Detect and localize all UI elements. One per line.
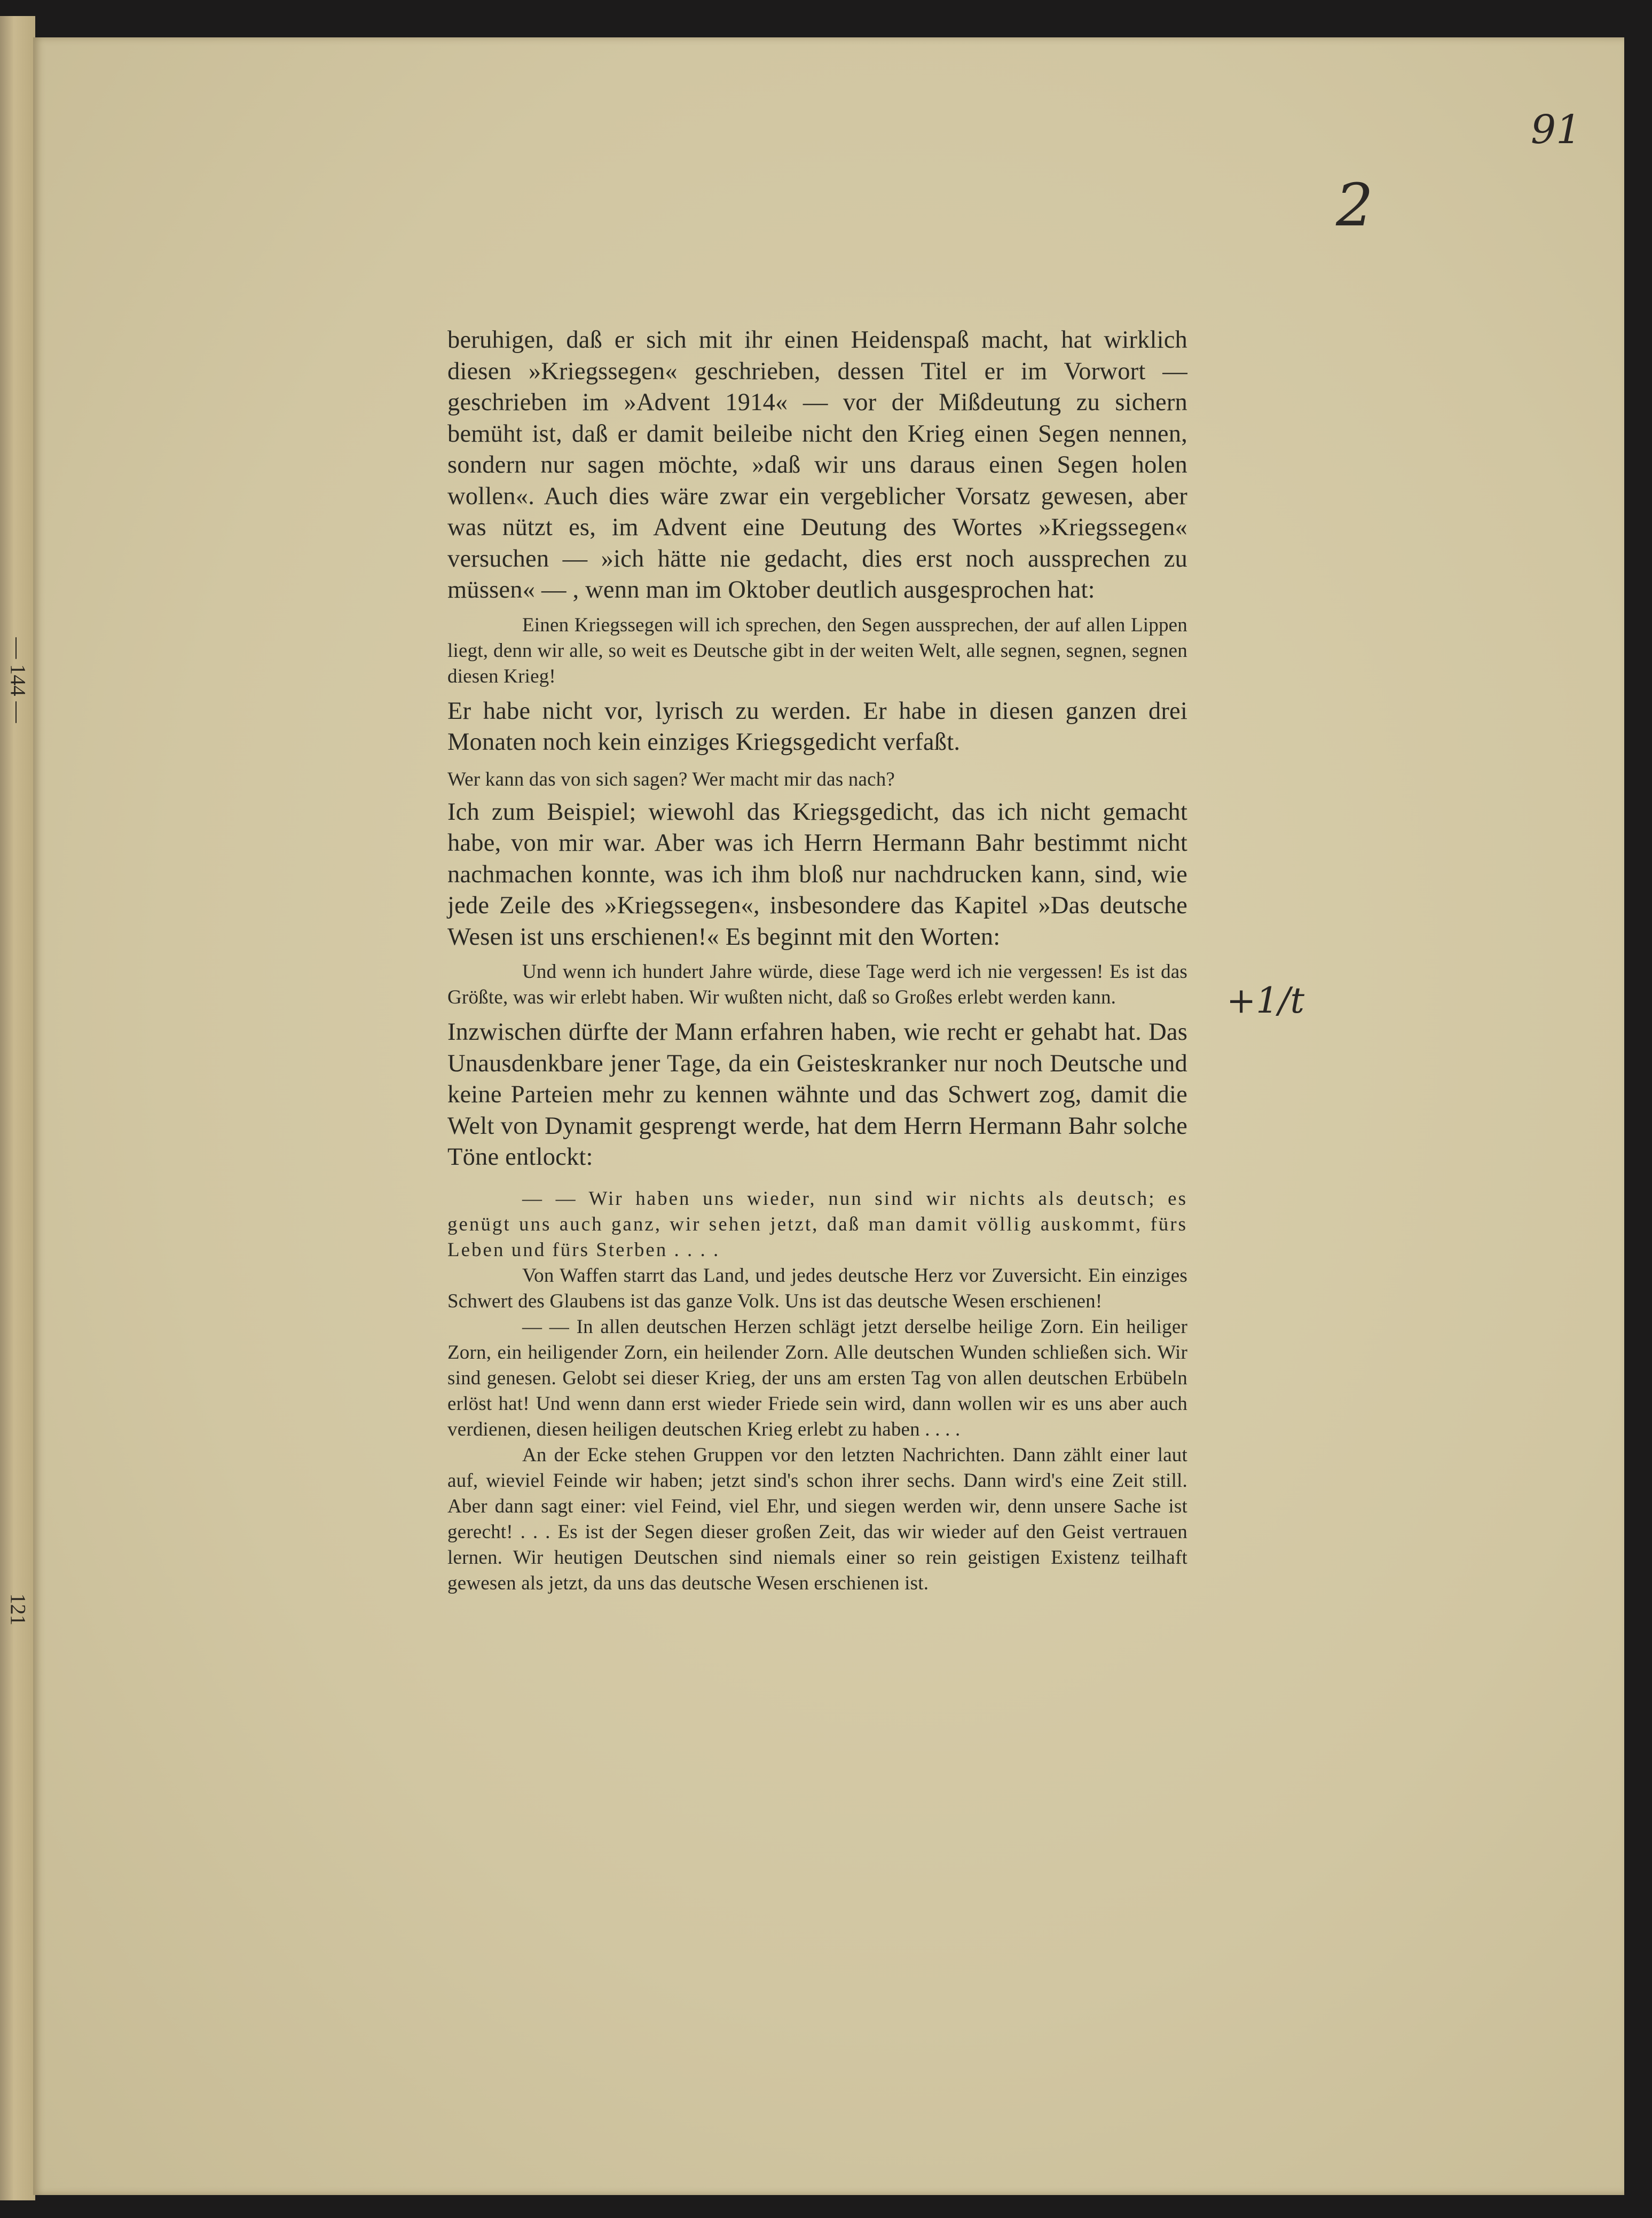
handwritten-mark: 2 [1336, 171, 1373, 239]
spine-page-number-bottom: 121 [6, 1593, 30, 1626]
paragraph-lyrisch: Er habe nicht vor, lyrisch zu werden. Er habe in diesen ganzen drei Monaten noch kein einziges Kriegsgedicht verfaßt. [447, 697, 1187, 756]
paragraph-inzwischen: Inzwischen dürfte der Mann erfahren haben, wie recht er gehabt hat. Das Unausdenkbare jener Tage, da ein Geisteskranker nur noch Deutsche und keine Parteien mehr zu kennen wähnte und das Schwert zog, damit die Welt von Dynamit gesprengt werde, hat dem Herrn Hermann Bahr solche Töne entlockt: [447, 1018, 1187, 1171]
quote-ecke: An der Ecke stehen Gruppen vor den letzten Nachrichten. Dann zählt einer laut auf, wieviel Feinde wir haben; jetzt sind's schon ihrer sechs. Dann wird's eine Zeit still. Aber dann sagt einer: viel Feind, viel Ehr, und siegen werden wir, denn unsere Sache ist gerecht! . . . Es ist der Segen dieser großen Zeit, das wir wieder auf den Geist vertrauen lernen. Wir heutigen Deutschen sind niemals einer so rein geistigen Existenz teilhaft gewesen als jetzt, da uns das deutsche Wesen erschienen ist. [447, 1444, 1187, 1594]
quote-kriegssegen: Einen Kriegssegen will ich sprechen, den Segen aussprechen, der auf allen Lippen liegt, denn wir alle, so weit es Deutsche gibt in der weiten Welt, alle segnen, segnen, segnen diesen Krieg! [447, 614, 1187, 687]
spine-page-number-top: — 144 — [6, 637, 30, 723]
quote-deutsch: — — Wir haben uns wieder, nun sind wir nichts als deutsch; es genügt uns auch ganz, wir sehen jetzt, daß man damit völlig auskommt, fürs Leben und fürs Sterben . . . . [447, 1187, 1187, 1261]
paragraph-question: Wer kann das von sich sagen? Wer macht mir das nach? [447, 768, 895, 790]
paragraph-intro: beruhigen, daß er sich mit ihr einen Heidenspaß macht, hat wirklich diesen »Kriegssegen« geschrieben, dessen Titel er im Vorwort — geschrieben im »Advent 1914« — vor der Mißdeutung zu sichern bemüht ist, daß er damit beileibe nicht den Krieg einen Segen nennen, sondern nur sagen möchte, »daß wir uns daraus einen Segen holen wollen«. Auch dies wäre zwar ein vergeblicher Vorsatz gewesen, aber was nützt es, im Advent eine Deutung des Wortes »Kriegssegen« versuchen — »ich hätte nie gedacht, dies erst noch aussprechen zu müssen« — , wenn man im Oktober deutlich ausgesprochen hat: [447, 326, 1187, 604]
quote-zorn: — — In allen deutschen Herzen schlägt jetzt derselbe heilige Zorn. Ein heiliger Zorn, ein heiligender Zorn, ein heilender Zorn. Alle deutschen Wunden schließen sich. Wir sind genesen. Gelobt sei dieser Krieg, der uns am ersten Tag von allen deutschen Erbübeln erlöst hat! Und wenn dann erst wieder Friede sein wird, dann wollen wir es uns aber auch verdienen, diesen heiligen deutschen Krieg erlebt zu haben . . . . [447, 1315, 1187, 1440]
quote-waffen: Von Waffen starrt das Land, und jedes deutsche Herz vor Zuversicht. Ein einziges Schwert des Glaubens ist das ganze Volk. Uns ist das deutsche Wesen erschienen! [447, 1264, 1187, 1312]
paragraph-beispiel: Ich zum Beispiel; wiewohl das Kriegsgedicht, das ich nicht gemacht habe, von mir war. Aber was ich Herrn Hermann Bahr bestimmt nicht nachmachen konnte, was ich ihm bloß nur nachdrucken kann, sind, wie jede Zeile des »Kriegssegen«, insbesondere das Kapitel »Das deutsche Wesen ist uns erschienen!« Es beginnt mit den Worten: [447, 798, 1187, 951]
quote-hundert-jahre: Und wenn ich hundert Jahre würde, diese Tage werd ich nie vergessen! Es ist das Größte, was wir erlebt haben. Wir wußten nicht, daß so Großes erlebt werden kann. [447, 961, 1187, 1008]
binding-spine [0, 16, 35, 2200]
handwritten-page-number: 91 [1531, 107, 1582, 153]
body-text [447, 325, 1187, 1596]
handwritten-margin-note: +1/t [1226, 980, 1305, 1021]
